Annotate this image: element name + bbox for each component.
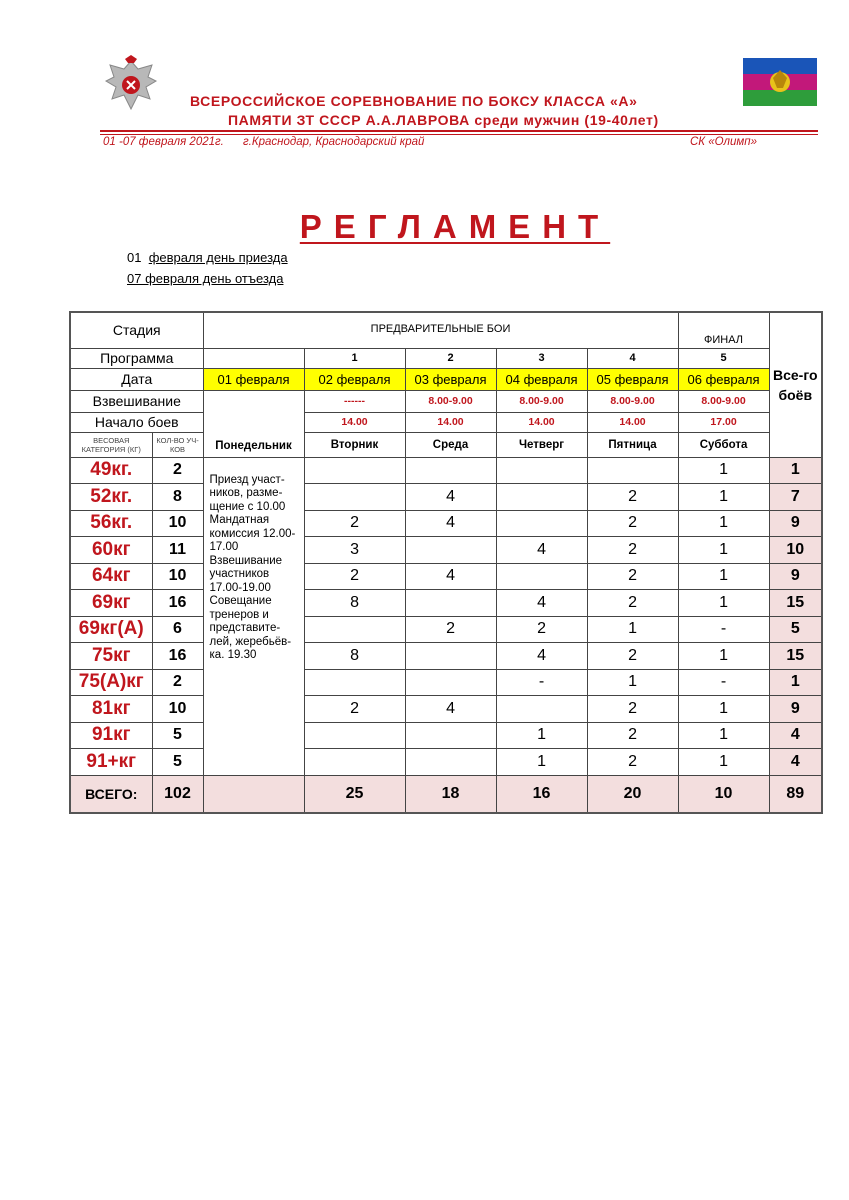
row-total: 10 [769, 537, 822, 564]
weight-category: 81кг [70, 696, 152, 723]
competition-subtitle: ПАМЯТИ ЗТ СССР А.А.ЛАВРОВА среди мужчин (19-40лет) [228, 112, 659, 128]
krasnodar-flag-icon [743, 58, 817, 106]
participants-count: 16 [152, 643, 203, 670]
fights-count [405, 590, 496, 617]
total-day: 18 [405, 775, 496, 813]
total-day: 10 [678, 775, 769, 813]
fights-count: 1 [678, 696, 769, 723]
date-cell: 03 февраля [405, 368, 496, 390]
fights-count: - [496, 669, 587, 696]
row-total: 9 [769, 696, 822, 723]
date-label: Дата [70, 368, 203, 390]
fights-count [304, 749, 405, 776]
participants-count: 10 [152, 563, 203, 590]
start-time: 14.00 [304, 412, 405, 432]
weight-category: 69кг(А) [70, 616, 152, 643]
fights-count: 1 [678, 457, 769, 484]
fights-count: 1 [678, 484, 769, 511]
date-cell: 04 февраля [496, 368, 587, 390]
row-total: 9 [769, 563, 822, 590]
prelim-stage-header: ПРЕДВАРИТЕЛЬНЫЕ БОИ [203, 312, 678, 348]
fights-count: 2 [587, 590, 678, 617]
participants-count: 6 [152, 616, 203, 643]
fights-count [304, 616, 405, 643]
weighin-time: 8.00-9.00 [496, 390, 587, 412]
weight-category: 56кг. [70, 510, 152, 537]
table-row [70, 510, 822, 537]
participants-count: 10 [152, 510, 203, 537]
participants-count: 16 [152, 590, 203, 617]
fights-count: 2 [405, 616, 496, 643]
table-row [70, 537, 822, 564]
weight-category: 91кг [70, 722, 152, 749]
start-time: 17.00 [678, 412, 769, 432]
participants-count: 8 [152, 484, 203, 511]
total-day: 25 [304, 775, 405, 813]
fights-count: 4 [405, 563, 496, 590]
arrival-text: февраля день приезда [148, 250, 288, 265]
start-label: Начало боев [70, 412, 203, 432]
fights-count [304, 669, 405, 696]
fights-count [405, 669, 496, 696]
weight-category: 60кг [70, 537, 152, 564]
arrival-day: 01 [127, 250, 142, 265]
weight-category: 75кг [70, 643, 152, 670]
page-title: РЕГЛАМЕНТ [299, 208, 611, 245]
program-day-num: 5 [678, 348, 769, 368]
fights-count [304, 484, 405, 511]
fights-count: 1 [496, 722, 587, 749]
event-venue: СК «Олимп» [690, 136, 757, 148]
weight-category: 52кг. [70, 484, 152, 511]
all-fights-label: Все-го боёв [773, 366, 818, 403]
fights-count: 4 [496, 643, 587, 670]
weighin-time: 8.00-9.00 [587, 390, 678, 412]
fights-count: 2 [587, 484, 678, 511]
table-row [70, 590, 822, 617]
fights-count [496, 696, 587, 723]
total-day1 [203, 775, 304, 813]
fights-count: 1 [587, 616, 678, 643]
start-time: 14.00 [496, 412, 587, 432]
all-fights-header [769, 312, 822, 457]
table-row [70, 643, 822, 670]
fights-count: - [678, 669, 769, 696]
fights-count [405, 457, 496, 484]
fights-count: 8 [304, 590, 405, 617]
final-stage-header: ФИНАЛ [678, 312, 769, 348]
weight-category-label: ВЕСОВАЯ КАТЕГОРИЯ (КГ) [70, 432, 152, 457]
fights-count: 4 [405, 696, 496, 723]
participants-count: 2 [152, 457, 203, 484]
participants-label: КОЛ-ВО УЧ-КОВ [152, 432, 203, 457]
fights-count [304, 722, 405, 749]
fights-count: 2 [587, 510, 678, 537]
weekday-cell: Понедельник [203, 390, 304, 457]
program-label: Программа [70, 348, 203, 368]
fights-count: 1 [678, 563, 769, 590]
fights-count: 2 [587, 696, 678, 723]
weighin-label: Взвешивание [70, 390, 203, 412]
table-row [70, 669, 822, 696]
fights-count: 4 [496, 590, 587, 617]
eagle-emblem-icon [100, 55, 162, 115]
fights-count [496, 563, 587, 590]
participants-count: 5 [152, 722, 203, 749]
competition-title: ВСЕРОССИЙСКОЕ СОРЕВНОВАНИЕ ПО БОКСУ КЛАССА «А» [190, 93, 638, 109]
fights-count: 1 [678, 749, 769, 776]
row-total: 15 [769, 643, 822, 670]
fights-count: 4 [405, 484, 496, 511]
event-location: г.Краснодар, Краснодарский край [243, 136, 425, 148]
fights-count: 4 [496, 537, 587, 564]
fights-count: 2 [587, 749, 678, 776]
fights-count: 2 [587, 722, 678, 749]
table-row [70, 457, 822, 484]
fights-count: 1 [678, 722, 769, 749]
arrival-note [127, 250, 288, 265]
total-label: ВСЕГО: [70, 775, 152, 813]
fights-count: 1 [496, 749, 587, 776]
date-cell: 02 февраля [304, 368, 405, 390]
weekday-cell: Пятница [587, 432, 678, 457]
fights-count: 1 [678, 537, 769, 564]
fights-count [405, 643, 496, 670]
day1-description: Приезд участ-ников, разме-щение с 10.00 Мандатная комиссия 12.00-17.00 Взвешивание участников 17.00-19.00 Совещание тренеров и представите-лей, жеребьёв-ка. 19.30 [203, 457, 304, 775]
total-day: 16 [496, 775, 587, 813]
departure-text: 07 февраля день отъезда [127, 271, 284, 286]
fights-count: 1 [587, 669, 678, 696]
fights-count: 2 [587, 563, 678, 590]
weighin-time: 8.00-9.00 [678, 390, 769, 412]
table-row [70, 616, 822, 643]
row-total: 5 [769, 616, 822, 643]
participants-count: 5 [152, 749, 203, 776]
weekday-cell: Суббота [678, 432, 769, 457]
weight-category: 75(А)кг [70, 669, 152, 696]
fights-count [496, 510, 587, 537]
weight-category: 91+кг [70, 749, 152, 776]
total-participants: 102 [152, 775, 203, 813]
fights-count: 1 [678, 510, 769, 537]
table-row [70, 696, 822, 723]
event-dates: 01 -07 февраля 2021г. [103, 136, 224, 148]
participants-count: 11 [152, 537, 203, 564]
fights-count [496, 457, 587, 484]
fights-count: 1 [678, 643, 769, 670]
weekday-cell: Четверг [496, 432, 587, 457]
date-cell: 05 февраля [587, 368, 678, 390]
start-time: 14.00 [405, 412, 496, 432]
fights-count: 1 [678, 590, 769, 617]
row-total: 4 [769, 722, 822, 749]
header-divider-thin [100, 134, 818, 135]
program-day-num: 1 [304, 348, 405, 368]
row-total: 7 [769, 484, 822, 511]
stage-label: Стадия [70, 312, 203, 348]
fights-count [405, 749, 496, 776]
schedule-table [69, 311, 823, 814]
fights-count: 2 [587, 643, 678, 670]
fights-count [304, 457, 405, 484]
weight-category: 69кг [70, 590, 152, 617]
row-total: 1 [769, 457, 822, 484]
table-row [70, 484, 822, 511]
date-cell: 06 февраля [678, 368, 769, 390]
row-total: 1 [769, 669, 822, 696]
fights-count: 3 [304, 537, 405, 564]
weighin-time: ------ [304, 390, 405, 412]
weight-category: 49кг. [70, 457, 152, 484]
fights-count: 8 [304, 643, 405, 670]
fights-count [405, 722, 496, 749]
weekday-cell: Среда [405, 432, 496, 457]
fights-count: 2 [304, 510, 405, 537]
fights-count: 4 [405, 510, 496, 537]
fights-count [405, 537, 496, 564]
row-total: 4 [769, 749, 822, 776]
header-divider [100, 130, 818, 132]
fights-count: 2 [304, 563, 405, 590]
row-total: 9 [769, 510, 822, 537]
weighin-time: 8.00-9.00 [405, 390, 496, 412]
grand-total: 89 [769, 775, 822, 813]
program-day-num: 3 [496, 348, 587, 368]
weight-category: 64кг [70, 563, 152, 590]
participants-count: 2 [152, 669, 203, 696]
program-day-num: 4 [587, 348, 678, 368]
row-total: 15 [769, 590, 822, 617]
date-cell: 01 февраля [203, 368, 304, 390]
fights-count: 2 [496, 616, 587, 643]
fights-count: 2 [304, 696, 405, 723]
fights-count [496, 484, 587, 511]
total-day: 20 [587, 775, 678, 813]
table-row [70, 749, 822, 776]
table-row [70, 563, 822, 590]
participants-count: 10 [152, 696, 203, 723]
table-row [70, 722, 822, 749]
fights-count: - [678, 616, 769, 643]
fights-count: 2 [587, 537, 678, 564]
departure-note [127, 271, 283, 286]
weekday-cell: Вторник [304, 432, 405, 457]
program-day-num: 2 [405, 348, 496, 368]
program-day1 [203, 348, 304, 368]
start-time: 14.00 [587, 412, 678, 432]
fights-count [587, 457, 678, 484]
